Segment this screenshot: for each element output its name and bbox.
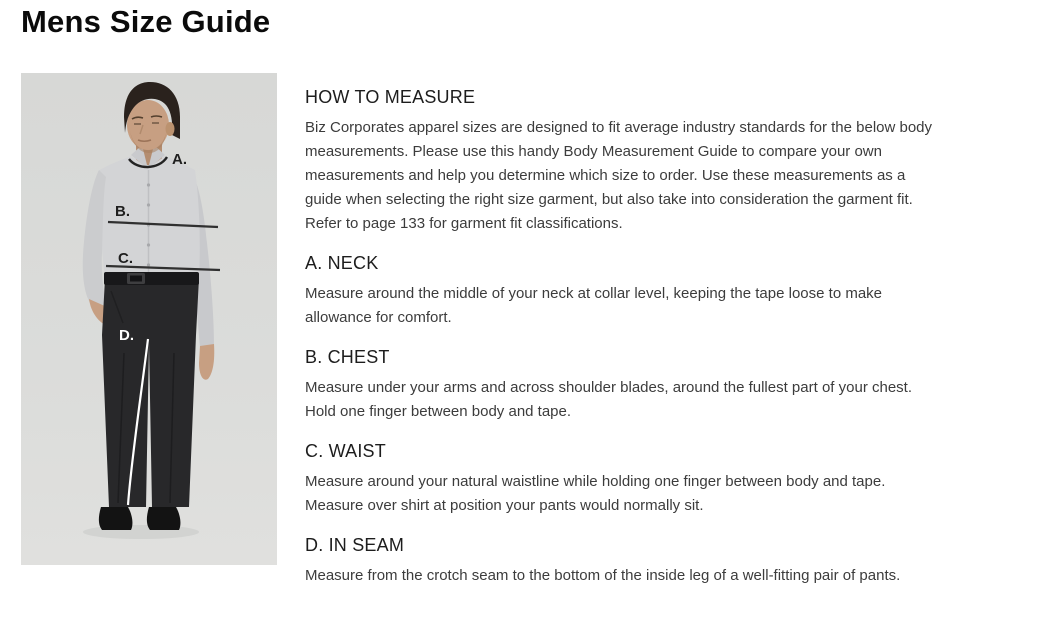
section-inseam	[305, 534, 939, 588]
shirt-button	[147, 243, 150, 246]
model-shoe	[147, 507, 181, 530]
measurement-label-neck: A.	[172, 151, 187, 168]
section-heading: B. CHEST	[305, 347, 390, 367]
measure-instructions	[305, 86, 939, 604]
section-heading: A. NECK	[305, 253, 379, 273]
section-heading: HOW TO MEASURE	[305, 87, 476, 107]
measurement-label-waist: C.	[118, 250, 133, 267]
belt-buckle-inner	[130, 276, 142, 282]
measurement-label-inseam: D.	[119, 327, 134, 344]
section-heading: D. IN SEAM	[305, 535, 405, 555]
shirt-button	[147, 263, 150, 266]
section-body: Measure around the middle of your neck at collar level, keeping the tape loose to make allowance for comfort.	[305, 285, 883, 326]
belt	[104, 272, 199, 285]
section-chest	[305, 346, 939, 424]
section-body: Biz Corporates apparel sizes are designed to fit average industry standards for the below body measurements. Please use this handy Body Measurement Guide to compare your own measurements and help you determine which size to order. Use these measurements as a guide when selecting the right size garment, but also take into consideration the garment fit. Refer to page 133 for garment fit classifications.	[305, 119, 933, 232]
section-neck	[305, 252, 939, 330]
measurement-label-chest: B.	[115, 203, 130, 220]
shirt-button	[147, 183, 150, 186]
section-body: Measure from the crotch seam to the bottom of the inside leg of a well-fitting pair of pants.	[305, 567, 901, 584]
measurement-model-illustration	[21, 73, 277, 565]
section-waist	[305, 440, 939, 518]
model-shoe	[99, 507, 133, 530]
page-title: Mens Size Guide	[21, 4, 271, 39]
section-heading: C. WAIST	[305, 441, 386, 461]
section-body: Measure under your arms and across shoulder blades, around the fullest part of your chest. Hold one finger between body and tape.	[305, 379, 912, 420]
section-how-to-measure	[305, 86, 939, 236]
size-guide-figure	[21, 73, 277, 565]
model-ear	[166, 122, 175, 136]
section-body: Measure around your natural waistline while holding one finger between body and tape. Measure over shirt at position your pants would normally sit.	[305, 473, 886, 514]
shirt-button	[147, 203, 150, 206]
